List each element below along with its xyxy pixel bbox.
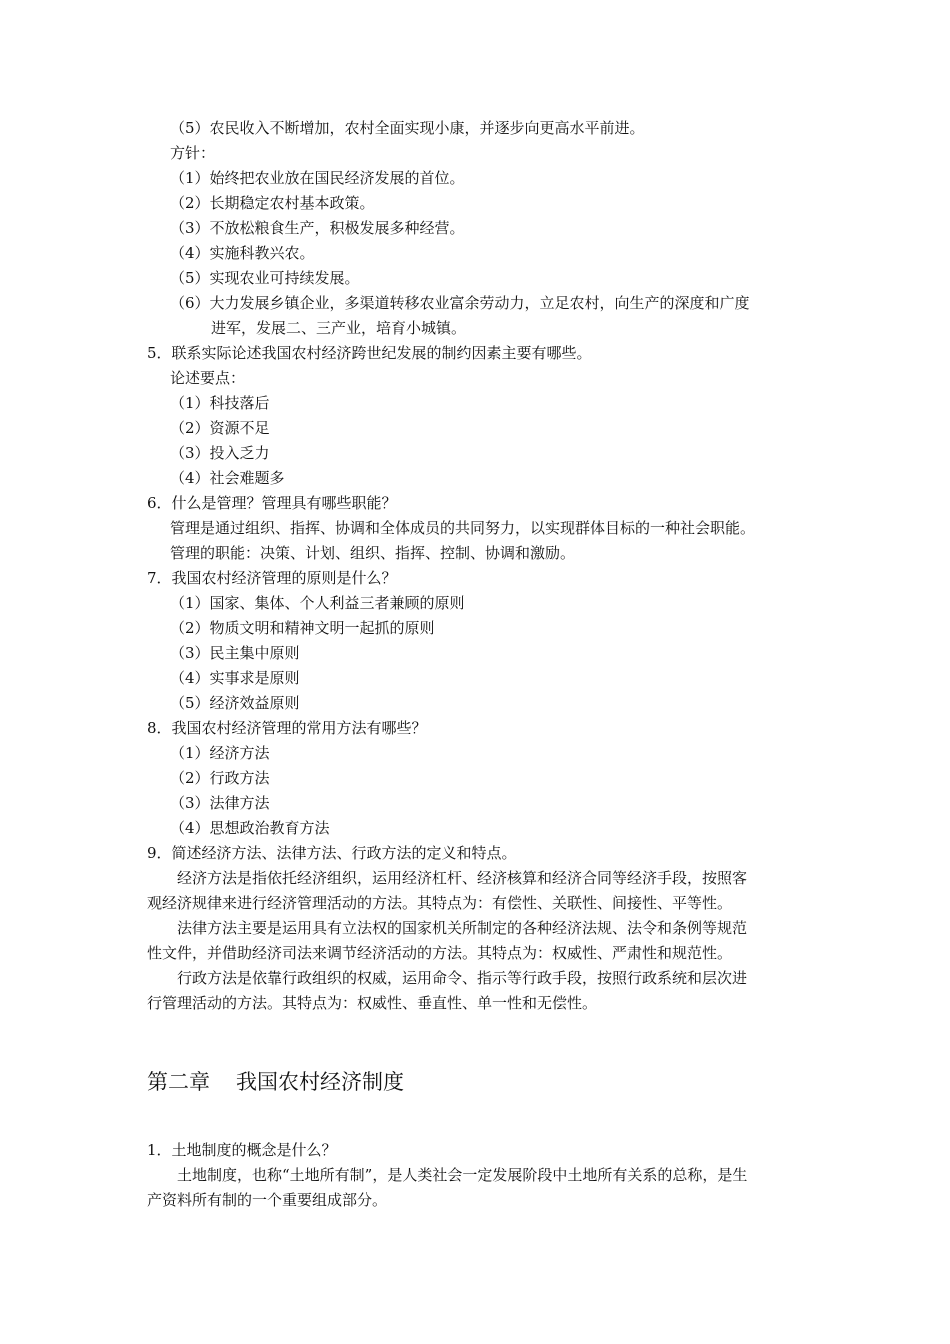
list-item: （5）农民收入不断增加，农村全面实现小康，并逐步向更高水平前进。	[170, 119, 645, 137]
list-item: （1）经济方法	[170, 744, 270, 762]
list-item-continuation: 进军，发展二、三产业，培育小城镇。	[211, 319, 467, 337]
list-item: （1）科技落后	[170, 394, 270, 412]
paragraph-line: 经济方法是指依托经济组织，运用经济杠杆、经济核算和经济合同等经济手段，按照客	[177, 869, 748, 887]
paragraph-line: 行政方法是依靠行政组织的权威，运用命令、指示等行政手段，按照行政系统和层次进	[177, 969, 748, 987]
list-item: （3）投入乏力	[170, 444, 270, 462]
paragraph-line: 观经济规律来进行经济管理活动的方法。其特点为：有偿性、关联性、间接性、平等性。	[147, 894, 733, 912]
list-item: （2）物质文明和精神文明一起抓的原则	[170, 619, 435, 637]
paragraph-line: 土地制度，也称“土地所有制”，是人类社会一定发展阶段中土地所有关系的总称，是生	[177, 1166, 748, 1184]
paragraph-line: 产资料所有制的一个重要组成部分。	[147, 1191, 388, 1209]
question-heading: 6．什么是管理？管理具有哪些职能？	[147, 494, 397, 512]
list-item: （2）行政方法	[170, 769, 270, 787]
section-label: 方针：	[170, 144, 216, 162]
paragraph-line: 性文件，并借助经济司法来调节经济活动的方法。其特点为：权威性、严肃性和规范性。	[147, 944, 733, 962]
list-item: （4）社会难题多	[170, 469, 285, 487]
question-heading: 9．简述经济方法、法律方法、行政方法的定义和特点。	[147, 844, 517, 862]
list-item: （1）国家、集体、个人利益三者兼顾的原则	[170, 594, 465, 612]
chapter-number: 第二章	[147, 1070, 210, 1094]
list-item: （4）思想政治教育方法	[170, 819, 330, 837]
question-heading: 7．我国农村经济管理的原则是什么？	[147, 569, 397, 587]
list-item: （1）始终把农业放在国民经济发展的首位。	[170, 169, 465, 187]
chapter-title: 我国农村经济制度	[236, 1070, 404, 1094]
list-item: （5）实现农业可持续发展。	[170, 269, 360, 287]
list-item: （2）资源不足	[170, 419, 270, 437]
list-item: （3）法律方法	[170, 794, 270, 812]
list-item: （5）经济效益原则	[170, 694, 300, 712]
list-item: （4）实施科教兴农。	[170, 244, 315, 262]
paragraph-line: 管理是通过组织、指挥、协调和全体成员的共同努力，以实现群体目标的一种社会职能。	[170, 519, 756, 537]
list-item: （3）民主集中原则	[170, 644, 300, 662]
chapter-heading	[147, 1068, 404, 1096]
paragraph-line: 行管理活动的方法。其特点为：权威性、垂直性、单一性和无偿性。	[147, 994, 598, 1012]
list-item: （6）大力发展乡镇企业，多渠道转移农业富余劳动力，立足农村，向生产的深度和广度	[170, 294, 750, 312]
section-label: 论述要点：	[170, 369, 246, 387]
question-heading: 8．我国农村经济管理的常用方法有哪些？	[147, 719, 427, 737]
question-heading: 1．土地制度的概念是什么？	[147, 1141, 337, 1159]
list-item: （3）不放松粮食生产，积极发展多种经营。	[170, 219, 465, 237]
paragraph-line: 法律方法主要是运用具有立法权的国家机关所制定的各种经济法规、法令和条例等规范	[177, 919, 748, 937]
question-heading: 5．联系实际论述我国农村经济跨世纪发展的制约因素主要有哪些。	[147, 344, 592, 362]
paragraph-line: 管理的职能：决策、计划、组织、指挥、控制、协调和激励。	[170, 544, 576, 562]
list-item: （2）长期稳定农村基本政策。	[170, 194, 375, 212]
list-item: （4）实事求是原则	[170, 669, 300, 687]
